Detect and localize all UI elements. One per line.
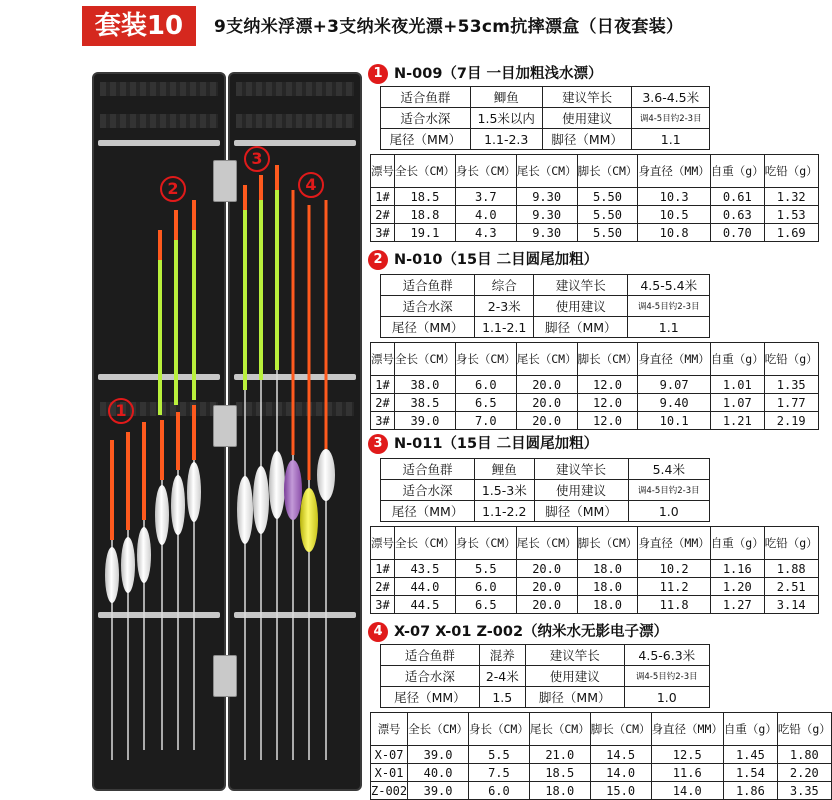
section-2-info-table — [380, 274, 710, 338]
info-row: 适合水深 2-4米 使用建议 调4-5目钓2-3目 — [381, 666, 710, 687]
section-4-title: 4 X-07 X-01 Z-002（纳米水无影电子漂） — [368, 622, 668, 642]
spec-header-row: 漂号 全长（CM） 身长（CM） 尾长（CM） 脚长（CM） 身直径（MM） 自重（g） 吃铅（g） — [371, 155, 819, 188]
float-group-1-label: 1 — [108, 398, 134, 424]
float-group-2 — [160, 200, 194, 415]
info-row: 适合鱼群 鲫鱼 建议竿长 3.6-4.5米 — [381, 87, 710, 108]
section-number-badge: 1 — [368, 64, 388, 84]
table-row: X-01 40.0 7.5 18.5 14.0 11.6 1.54 2.20 — [371, 764, 832, 782]
table-row: Z-002 39.0 6.0 18.0 15.0 14.0 1.86 3.35 — [371, 782, 832, 800]
section-2-title: 2 N-010（15目 二目圆尾加粗） — [368, 250, 598, 270]
spec-header-row: 漂号 全长（CM） 身长（CM） 尾长（CM） 脚长（CM） 身直径（MM） 自重（g） 吃铅（g） — [371, 343, 819, 376]
table-row: 3# 39.0 7.0 20.0 12.0 10.1 1.21 2.19 — [371, 412, 819, 430]
section-1-title: 1 N-009（7目 一目加粗浅水漂） — [368, 64, 603, 84]
info-row: 适合鱼群 混养 建议竿长 4.5-6.3米 — [381, 645, 710, 666]
product-title: 9支纳米浮漂+3支纳米夜光漂+53cm抗摔漂盒（日夜套装） — [214, 17, 684, 37]
info-row: 尾径（MM） 1.1-2.3 脚径（MM） 1.1 — [381, 129, 710, 150]
section-number-badge: 4 — [368, 622, 388, 642]
section-4-info-table — [380, 644, 710, 708]
table-row: 2# 44.0 6.0 20.0 18.0 11.2 1.20 2.51 — [371, 578, 819, 596]
table-row: X-07 39.0 5.5 21.0 14.5 12.5 1.45 1.80 — [371, 746, 832, 764]
info-row: 尾径（MM） 1.5 脚径（MM） 1.0 — [381, 687, 710, 708]
section-number-badge: 3 — [368, 434, 388, 454]
section-3-info-table — [380, 458, 710, 522]
table-row: 1# 43.5 5.5 20.0 18.0 10.2 1.16 1.88 — [371, 560, 819, 578]
float-group-1 — [105, 422, 151, 760]
fishing-floats-illustration — [90, 60, 365, 795]
table-row: 2# 18.8 4.0 9.30 5.50 10.5 0.63 1.53 — [371, 206, 819, 224]
info-row: 适合水深 1.5米以内 使用建议 调4-5目钓2-3目 — [381, 108, 710, 129]
table-row: 1# 38.0 6.0 20.0 12.0 9.07 1.01 1.35 — [371, 376, 819, 394]
section-number-badge: 2 — [368, 250, 388, 270]
float-group-4 — [284, 190, 335, 760]
table-row: 1# 18.5 3.7 9.30 5.50 10.3 0.61 1.32 — [371, 188, 819, 206]
set-badge: 套装10 — [82, 6, 196, 46]
float-group-1b — [155, 405, 201, 750]
section-2-spec-table — [370, 342, 819, 430]
table-row: 3# 19.1 4.3 9.30 5.50 10.8 0.70 1.69 — [371, 224, 819, 242]
float-group-3 — [237, 165, 285, 760]
spec-header-row: 漂号 全长（CM） 身长（CM） 尾长（CM） 脚长（CM） 身直径（MM） 自重（g） 吃铅（g） — [371, 527, 819, 560]
section-3-spec-table — [370, 526, 819, 614]
info-row: 尾径（MM） 1.1-2.1 脚径（MM） 1.1 — [381, 317, 710, 338]
float-group-4-label: 4 — [298, 172, 324, 198]
section-1-info-table — [380, 86, 710, 150]
float-group-3-label: 3 — [244, 146, 270, 172]
section-3-title: 3 N-011（15目 二目圆尾加粗） — [368, 434, 598, 454]
info-row: 适合水深 1.5-3米 使用建议 调4-5目钓2-3目 — [381, 480, 710, 501]
float-group-2-label: 2 — [160, 176, 186, 202]
spec-header-row: 漂号 全长（CM） 身长（CM） 尾长（CM） 脚长（CM） 身直径（MM） 自重（g） 吃铅（g） — [371, 713, 832, 746]
header-bar — [0, 0, 800, 52]
table-row: 2# 38.5 6.5 20.0 12.0 9.40 1.07 1.77 — [371, 394, 819, 412]
info-row: 适合鱼群 鲤鱼 建议竿长 5.4米 — [381, 459, 710, 480]
table-row: 3# 44.5 6.5 20.0 18.0 11.8 1.27 3.14 — [371, 596, 819, 614]
section-1-spec-table — [370, 154, 819, 242]
info-row: 适合鱼群 综合 建议竿长 4.5-5.4米 — [381, 275, 710, 296]
section-4-spec-table — [370, 712, 832, 800]
info-row: 尾径（MM） 1.1-2.2 脚径（MM） 1.0 — [381, 501, 710, 522]
info-row: 适合水深 2-3米 使用建议 调4-5目钓2-3目 — [381, 296, 710, 317]
